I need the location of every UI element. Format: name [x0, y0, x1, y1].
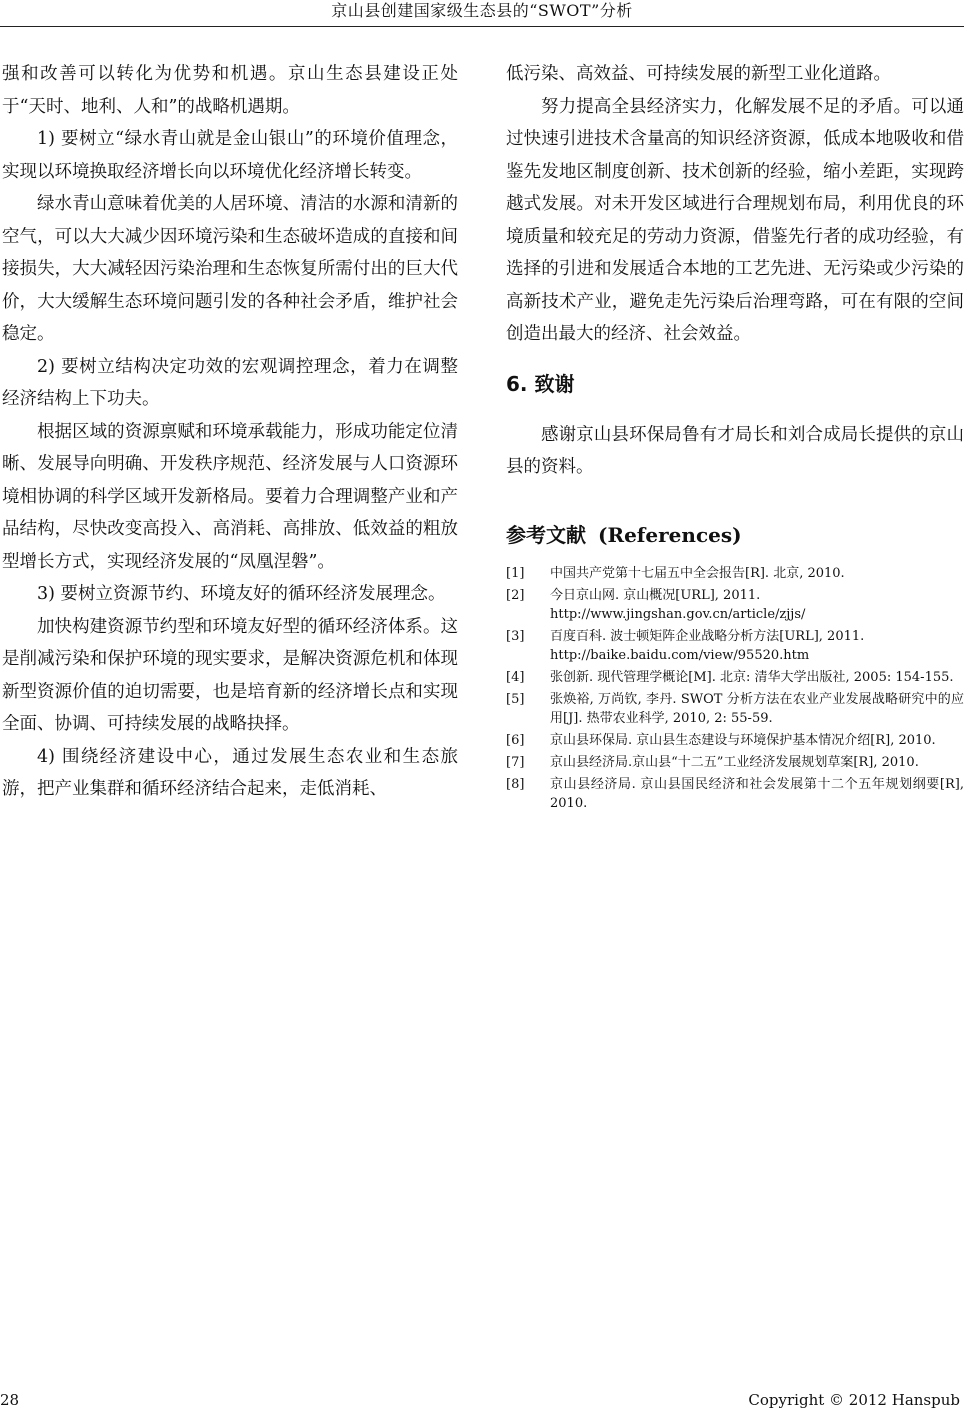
running-title: 京山县创建国家级生态县的“SWOT”分析 [331, 1, 633, 20]
reference-item [506, 668, 964, 687]
body-paragraph: 努力提高全县经济实力，化解发展不足的矛盾。可以通过快速引进技术含量高的知识经济资源，低成本地吸收和借鉴先发地区制度创新、技术创新的经验，缩小差距，实现跨越式发展。对未开发区域进行合理规划布局，利用优良的环境质量和较充足的劳动力资源，借鉴先行者的成功经验，有选择的引进和发展适合本地的工艺先进、无污染或少污染的高新技术产业，避免走先污染后治理弯路，可在有限的空间创造出最大的经济、社会效益。 [506, 96, 964, 344]
body-paragraph: 加快构建资源节约型和环境友好型的循环经济体系。这是削减污染和保护环境的现实要求，是解决资源危机和体现新型资源价值的迫切需要，也是培育新的经济增长点和实现全面、协调、可持续发展的战略抉择。 [2, 616, 458, 734]
acknowledgement-text: 感谢京山县环保局鲁有才局长和刘合成局长提供的京山县的资料。 [506, 424, 964, 477]
references-heading-cn: 参考文献 [506, 522, 586, 547]
body-paragraph: 低污染、高效益、可持续发展的新型工业化道路。 [506, 64, 891, 84]
reference-item [506, 627, 964, 665]
copyright-notice: Copyright © 2012 Hanspub [748, 1391, 960, 1409]
reference-number: [1] [506, 565, 525, 581]
reference-item [506, 586, 964, 624]
body-paragraph: 强和改善可以转化为优势和机遇。京山生态县建设正处于“天时、地利、人和”的战略机遇期。 [2, 64, 458, 117]
reference-number: [5] [506, 691, 525, 707]
body-paragraph: 3) 要树立资源节约、环境友好的循环经济发展理念。 [37, 584, 446, 604]
page-number: 28 [0, 1391, 20, 1409]
body-paragraph: 4) 围绕经济建设中心，通过发展生态农业和生态旅游，把产业集群和循环经济结合起来，走低消耗、 [2, 746, 458, 799]
reference-number: [4] [506, 669, 525, 685]
body-paragraph: 2) 要树立结构决定功效的宏观调控理念，着力在调整经济结构上下功夫。 [2, 356, 458, 409]
reference-text: 京山县经济局. 京山县国民经济和社会发展第十二个五年规划纲要[R], 2010. [550, 776, 964, 811]
right-column [506, 58, 964, 816]
header-rule [0, 26, 964, 27]
reference-item [506, 690, 964, 728]
reference-text: 百度百科. 波士顿矩阵企业战略分析方法[URL], 2011. [550, 628, 865, 644]
reference-list [506, 564, 964, 813]
reference-text: 今日京山网. 京山概况[URL], 2011. [550, 587, 761, 603]
reference-text: 中国共产党第十七届五中全会报告[R]. 北京, 2010. [550, 565, 845, 581]
reference-number: [3] [506, 628, 525, 644]
right-body-text [506, 58, 964, 351]
references-heading-en: (References) [598, 522, 742, 547]
reference-text: 张焕裕, 万尚钦, 李丹. SWOT 分析方法在农业产业发展战略研究中的应用[J]. 热带农业科学, 2010, 2: 55-59. [550, 691, 964, 726]
reference-number: [8] [506, 776, 525, 792]
reference-text: 京山县经济局.京山县“十二五”工业经济发展规划草案[R], 2010. [550, 754, 919, 770]
body-paragraph: 绿水青山意味着优美的人居环境、清洁的水源和清新的空气，可以大大减少因环境污染和生态破坏造成的直接和间接损失，大大减轻因污染治理和生态恢复所需付出的巨大代价，大大缓解生态环境问题引发的各种社会矛盾，维护社会稳定。 [2, 194, 458, 344]
body-paragraph: 根据区域的资源禀赋和环境承载能力，形成功能定位清晰、发展导向明确、开发秩序规范、经济发展与人口资源环境相协调的科学区域开发新格局。要着力合理调整产业和产品结构，尽快改变高投入、高消耗、高排放、低效益的粗放型增长方式，实现经济发展的“凤凰涅磐”。 [2, 421, 458, 572]
acknowledgement-heading: 6. 致谢 [506, 371, 575, 396]
reference-number: [2] [506, 587, 525, 603]
reference-number: [7] [506, 754, 525, 770]
reference-url: http://www.jingshan.gov.cn/article/zjjs/ [550, 606, 806, 622]
reference-item [506, 775, 964, 813]
reference-text: 京山县环保局. 京山县生态建设与环境保护基本情况介绍[R], 2010. [550, 732, 936, 748]
references-heading [506, 520, 964, 550]
reference-item [506, 731, 964, 750]
reference-item [506, 753, 964, 772]
left-column [2, 58, 458, 806]
reference-number: [6] [506, 732, 525, 748]
reference-item [506, 564, 964, 583]
reference-url: http://baike.baidu.com/view/95520.htm [550, 647, 810, 663]
reference-text: 张创新. 现代管理学概论[M]. 北京: 清华大学出版社, 2005: 154-155. [550, 669, 954, 685]
body-paragraph: 1) 要树立“绿水青山就是金山银山”的环境价值理念，实现以环境换取经济增长向以环境优化经济增长转变。 [2, 129, 458, 182]
